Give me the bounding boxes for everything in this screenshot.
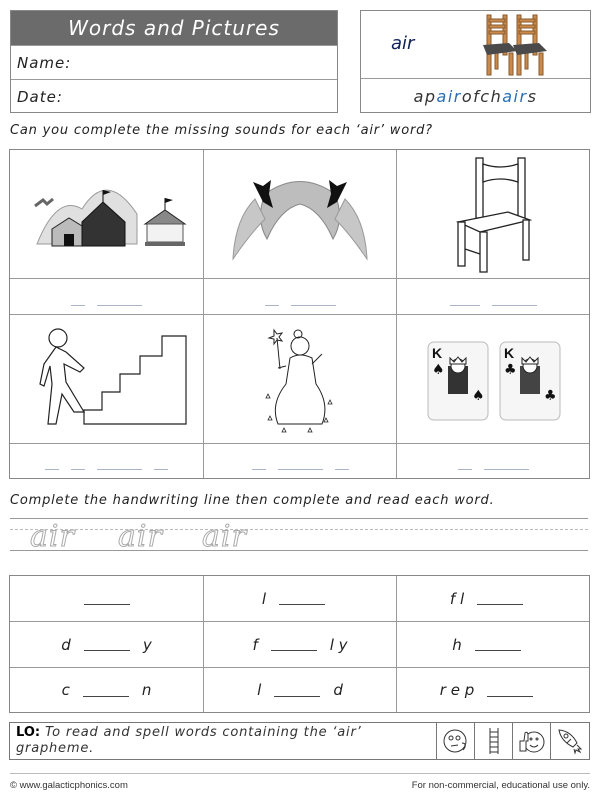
picture-cell-chair (397, 150, 589, 279)
word-cell[interactable]: l d (204, 668, 397, 712)
phrase-part: a (413, 86, 425, 106)
date-field[interactable] (11, 79, 337, 113)
svg-text:♣: ♣ (544, 388, 557, 404)
name-field[interactable] (11, 45, 337, 79)
word-cell[interactable]: l (204, 576, 397, 622)
phrase-highlight: air (502, 86, 528, 106)
word-cell[interactable]: f l (397, 576, 589, 622)
answer-cell-fair[interactable] (10, 279, 204, 315)
fair-icon (27, 174, 187, 254)
stairs-icon (22, 324, 192, 434)
phrase-highlight: air (436, 86, 462, 106)
section2-instruction: Complete the handwriting line then complete and read each word. (10, 493, 495, 508)
phrase-part: of (461, 86, 481, 106)
example-phrase (361, 79, 590, 113)
ladder-icon[interactable] (475, 723, 513, 759)
word-grid (9, 575, 590, 713)
fairy-icon (260, 324, 340, 434)
trace-word: air (202, 519, 247, 554)
word-cell[interactable]: f l y (204, 622, 397, 668)
lo-text: To read and spell words containing the ‘air’ grapheme. (16, 725, 362, 756)
date-label: Date: (17, 87, 63, 106)
chairs-icon (473, 13, 557, 77)
answer-cell-hair[interactable] (204, 279, 397, 315)
picture-cell-pair (397, 315, 589, 444)
chair-icon (448, 154, 538, 274)
svg-text:K: K (504, 345, 515, 361)
hair-icon (225, 164, 375, 264)
trace-word: air (30, 519, 75, 554)
answer-cell-fairy[interactable] (204, 444, 397, 478)
word-cell[interactable] (10, 576, 204, 622)
pair-of-kings-icon (418, 334, 568, 424)
answer-cell-stairs[interactable] (10, 444, 204, 478)
svg-text:K: K (432, 345, 443, 361)
answer-cell-chair[interactable] (397, 279, 589, 315)
grapheme-card (360, 10, 591, 113)
word-cell[interactable]: h (397, 622, 589, 668)
answer-cell-pair[interactable] (397, 444, 589, 478)
footer-copyright: © www.galacticphonics.com (10, 780, 128, 791)
picture-cell-fair (10, 150, 204, 279)
footer-divider (10, 773, 590, 774)
name-label: Name: (17, 53, 72, 72)
picture-cell-hair (204, 150, 397, 279)
phrase-part: ch (480, 86, 503, 106)
learning-objective-text (10, 723, 437, 759)
learning-objective (9, 722, 590, 760)
handwriting-line[interactable] (10, 518, 588, 552)
picture-cell-fairy (204, 315, 397, 444)
footer-license: For non-commercial, educational use only. (411, 780, 590, 791)
section1-instruction: Can you complete the missing sounds for each ‘air’ word? (10, 123, 433, 138)
word-cell[interactable]: d y (10, 622, 204, 668)
worksheet-header (10, 10, 338, 113)
grapheme-label: air (391, 33, 415, 54)
word-cell[interactable]: r e p (397, 668, 589, 712)
lo-label: LO: (16, 725, 41, 740)
rocket-icon[interactable] (551, 723, 589, 759)
confused-face-icon[interactable] (437, 723, 475, 759)
svg-text:♠: ♠ (432, 362, 445, 378)
phrase-part: p (424, 86, 437, 106)
worksheet-title: Words and Pictures (11, 11, 337, 45)
svg-text:♣: ♣ (504, 362, 517, 378)
picture-grid (9, 149, 590, 479)
picture-cell-stairs (10, 315, 204, 444)
svg-text:♠: ♠ (472, 388, 485, 404)
thumbs-up-smiley-icon[interactable] (513, 723, 551, 759)
phrase-part: s (527, 86, 538, 106)
word-cell[interactable]: c n (10, 668, 204, 712)
trace-word: air (118, 519, 163, 554)
